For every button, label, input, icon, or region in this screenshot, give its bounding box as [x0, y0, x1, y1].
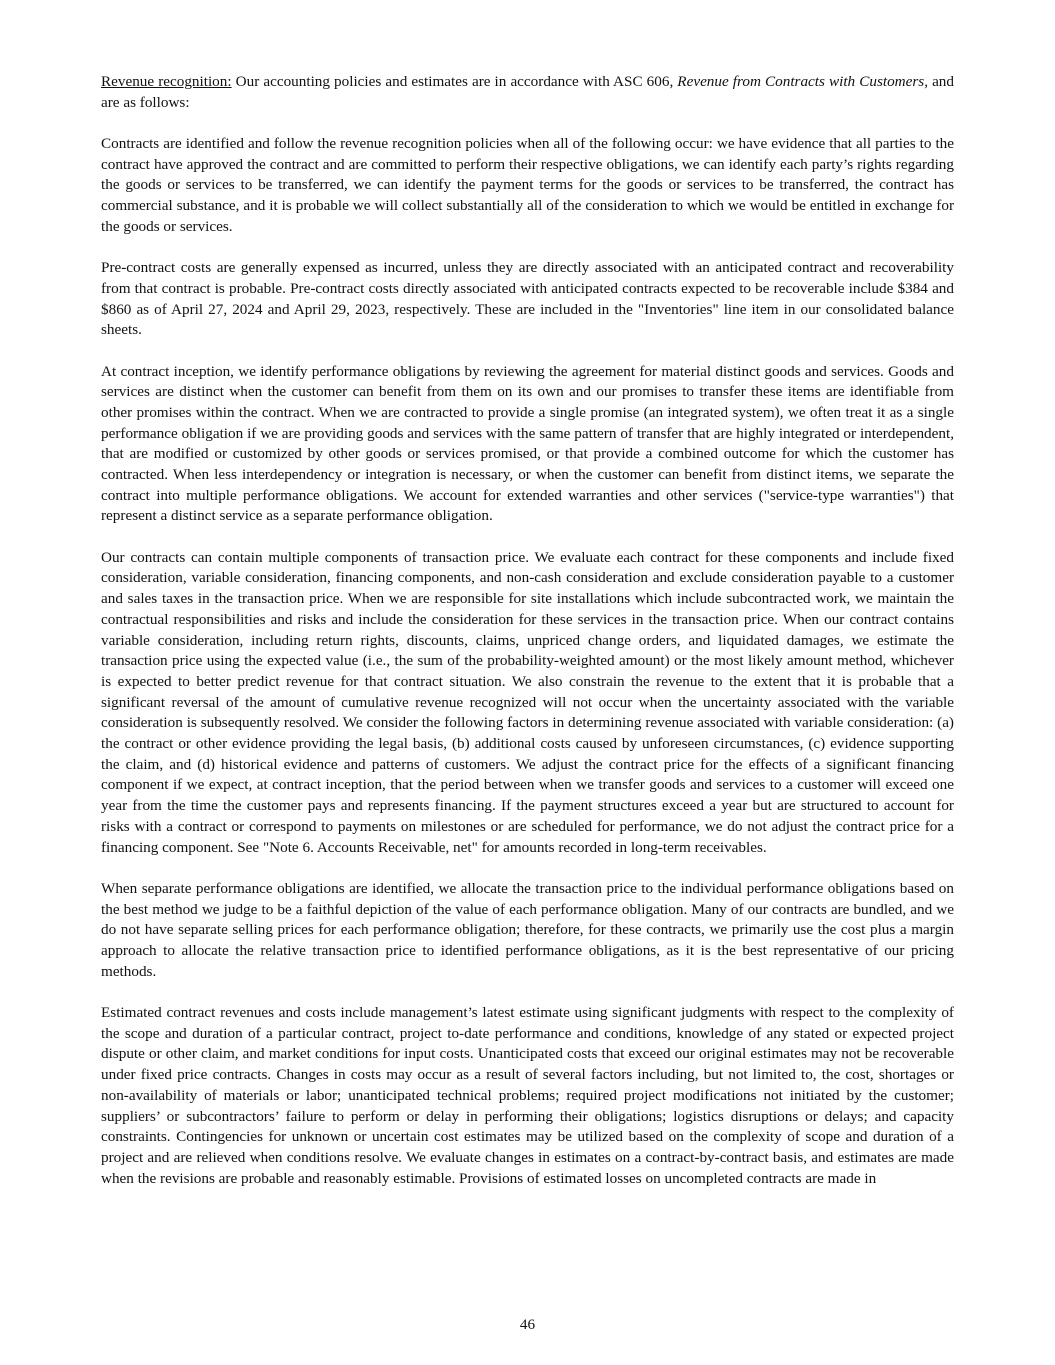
document-body — [101, 72, 954, 1210]
paragraph-performance-obligations: At contract inception, we identify performance obligations by reviewing the agreement for material distinct goods and services. Goods and services are distinct when the customer can benefit from them on its own and our promises to transfer these items are identifiable from other promises within the contract. When we are contracted to provide a single promise (an integrated system), we often treat it as a single performance obligation if we are providing goods and services with the same pattern of transfer that are highly integrated or interdependent, that are modified or customized by other goods or services promised, or that provide a combined outcome for which the customer has contracted. When less interdependency or integration is necessary, or when the customer can benefit from distinct items, we separate the contract into multiple performance obligations. We account for extended warranties and other services ("service-type warranties") that represent a distinct service as a separate performance obligation. — [101, 362, 954, 525]
paragraph-pre-contract-costs: Pre-contract costs are generally expensed as incurred, unless they are directly associated with an anticipated contract and recoverability from that contract is probable. Pre-contract costs directly associated with anticipated contracts expected to be recoverable include $384 and $860 as of April 27, 2024 and April 29, 2023, respectively. These are included in the "Inventories" line item in our consolidated balance sheets. — [101, 259, 954, 339]
intro-text-end: and are as follows: — [101, 73, 954, 111]
page-number: 46 — [519, 1316, 536, 1333]
paragraph-estimated-revenues-costs: Estimated contract revenues and costs include management’s latest estimate using significant judgments with respect to the complexity of the scope and duration of a particular contract, project to-date performance and conditions, knowledge of any stated or expected project dispute or other claim, and market conditions for input costs. Unanticipated costs that exceed our original estimates may not be recoverable under fixed price contracts. Changes in costs may occur as a result of several factors including, but not limited to, the cost, shortages or non-availability of materials or labor; unanticipated technical problems; required project modifications not initiated by the customer; suppliers’ or subcontractors’ failure to perform or delay in performing their obligations; logistics disruptions or delays; and capacity constraints. Contingencies for unknown or uncertain cost estimates may be utilized based on the complexity of scope and duration of a project and are relieved when conditions resolve. We evaluate changes in estimates on a contract-by-contract basis, and estimates are made when the revisions are probable and reasonably estimable. Provisions of estimated losses on uncompleted contracts are made in — [101, 1003, 954, 1187]
intro-text: Our accounting policies and estimates are in accordance with ASC 606 — [231, 73, 670, 90]
section-heading: Revenue recognition: — [101, 73, 232, 90]
paragraph-price-allocation: When separate performance obligations are identified, we allocate the transaction price to the individual performance obligations based on the best method we judge to be a faithful depiction of the value of each performance obligation. Many of our contracts are bundled, and we do not have separate selling prices for each performance obligation; therefore, for these contracts, we primarily use the cost plus a margin approach to allocate the relative transaction price to identified performance obligations, as it is the best representative of our pricing methods. — [101, 879, 954, 980]
paragraph-contract-identification: Contracts are identified and follow the revenue recognition policies when all of the following occur: we have evidence that all parties to the contract have approved the contract and are committed to perform their respective obligations, we can identify each party’s rights regarding the goods or services to be transferred, we can identify the payment terms for the goods or services to be transferred, the contract has commercial substance, and it is probable we will collect substantially all of the consideration to which we would be entitled in exchange for the goods or services. — [101, 135, 954, 235]
standard-title: , Revenue from Contracts with Customers, — [669, 73, 928, 90]
paragraph-transaction-price: Our contracts can contain multiple components of transaction price. We evaluate each contract for these components and include fixed consideration, variable consideration, financing components, and non-cash consideration and exclude consideration payable to a customer and sales taxes in the transaction price. When we are responsible for site installations which include subcontracted work, we maintain the contractual responsibilities and risks and include the consideration for these services in the transaction price. When our contract contains variable consideration, including return rights, discounts, claims, unpriced change orders, and liquidated damages, we estimate the transaction price using the expected value (i.e., the sum of the probability-weighted amount) or the most likely amount method, whichever is expected to better predict revenue for that contract situation. We also constrain the revenue to the extent that it is probable that a significant reversal of the amount of cumulative revenue recognized will not occur when the uncertainty associated with the variable consideration is subsequently resolved. We consider the following factors in determining revenue associated with variable consideration: (a) the contract or other evidence providing the legal basis, (b) additional costs caused by unforeseen circumstances, (c) evidence supporting the claim, and (d) historical evidence and patterns of customers. We adjust the contract price for the effects of a significant financing component if we expect, at contract inception, that the period between when we transfer goods and services to a customer will exceed one year from the time the customer pays and represents financing. If the payment structures exceed a year but are structured to account for risks with a contract or correspond to payments on milestones or are scheduled for performance, we do not adjust the contract price for a financing component. See "Note 6. Accounts Receivable, net" for amounts recorded in long-term receivables. — [101, 548, 954, 856]
intro-paragraph — [101, 72, 954, 113]
